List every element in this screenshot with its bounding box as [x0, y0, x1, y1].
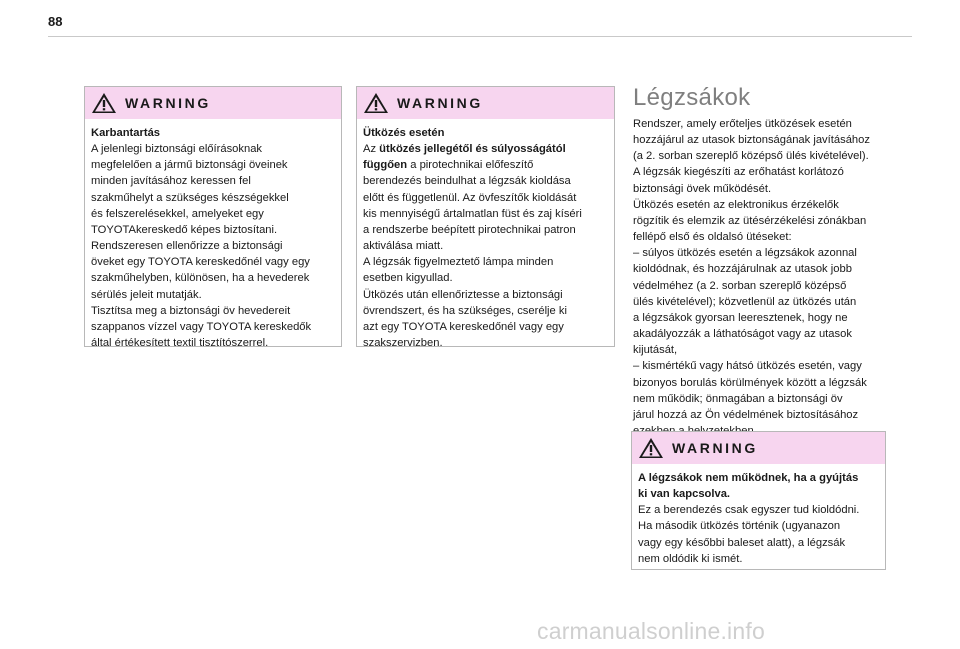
warning-heading: Ütközés esetén: [363, 127, 445, 139]
text-line: biztonsági övek működését.: [633, 182, 772, 195]
text-line: – súlyos ütközés esetén a légzsákok azonnal: [633, 247, 857, 260]
warning-body: [357, 119, 614, 351]
warning-box-maintenance: [84, 86, 342, 350]
warning-heading: A légzsákok nem működnek, ha a gyújtás: [638, 472, 859, 484]
text-line: kijutását,: [633, 344, 678, 357]
warning-body: [632, 464, 885, 567]
text-line: A jelenlegi biztonsági előírásoknak: [91, 143, 263, 156]
text-line: [363, 157, 608, 173]
text-line: a rendszerbe beépített pirotechnikai patron: [363, 223, 576, 236]
warning-title: WARNING: [125, 95, 211, 111]
warning-triangle-icon: [363, 92, 389, 114]
text-line: védelméhez (a 2. sorban szereplő középső: [633, 279, 847, 292]
text-run: Az: [363, 143, 380, 156]
text-line: övrendszert, és ha szükséges, cserélje ki: [363, 304, 567, 317]
warning-header: [357, 87, 614, 119]
text-line: kioldódnak, és hozzájárulnak az utasok jobb: [633, 263, 852, 276]
section-body: [633, 116, 903, 439]
text-line: öveket egy TOYOTA kereskedőnél vagy egy: [91, 256, 310, 269]
text-line: bizonyos borulás körülmények között a légzsák: [633, 376, 867, 389]
text-line: nem működik; önmagában a biztonsági öv: [633, 392, 843, 405]
text-line: által értékesített textil tisztítószerrel.: [91, 337, 269, 350]
text-line: – kismértékű vagy hátsó ütközés esetén, vagy: [633, 360, 862, 373]
text-line: kis mennyiségű ártalmatlan füst és zaj kíséri: [363, 207, 582, 220]
text-line: a légzsákok gyorsan leeresztenek, hogy ne: [633, 311, 848, 324]
text-line: [363, 141, 608, 157]
text-line: azt egy TOYOTA kereskedőnél vagy egy: [363, 320, 564, 333]
text-line: esetben kigyullad.: [363, 272, 453, 285]
watermark: carmanualsonline.info: [537, 618, 765, 644]
text-line: (a 2. sorban szereplő középső ülés kivételével).: [633, 150, 869, 163]
text-line: sérülés jeleit mutatják.: [91, 288, 202, 301]
text-line: TOYOTAkereskedő képes biztosítani.: [91, 223, 278, 236]
text-line: ülés kivételével); közvetlenül az ütközés után: [633, 295, 857, 308]
text-line: rögzítik és elemzik az ütésérzékelési zónákban: [633, 214, 867, 227]
text-line: Tisztítsa meg a biztonsági öv hevedereit: [91, 304, 291, 317]
text-line: akadályozzák a láthatóságot vagy az utasok: [633, 328, 852, 341]
warning-heading: ki van kapcsolva.: [638, 488, 731, 501]
warning-title: WARNING: [397, 95, 483, 111]
header-rule: [48, 36, 912, 37]
text-line: aktiválása miatt.: [363, 240, 444, 253]
text-line: szakszervizben.: [363, 337, 443, 350]
text-line: megfelelően a jármű biztonsági öveinek: [91, 159, 288, 172]
section-title: Légzsákok: [633, 84, 751, 111]
text-line: minden javításához keressen fel: [91, 175, 251, 188]
text-line: és felszerelésekkel, amelyeket egy: [91, 207, 264, 220]
warning-header: [85, 87, 341, 119]
warning-heading: Karbantartás: [91, 127, 161, 139]
warning-box-airbag-ignition: [631, 431, 886, 570]
text-line: A légzsák figyelmeztető lámpa minden: [363, 256, 554, 269]
text-line: előtt és függetlenül. Az övfeszítők kioldását: [363, 191, 577, 204]
emphasis-text: függően: [363, 159, 408, 172]
text-line: járul hozzá az Ön védelmének biztosításához: [633, 408, 859, 421]
text-line: szakműhelyben, különösen, ha a hevederek: [91, 272, 310, 285]
text-line: szakműhelyt a szükséges készségekkel: [91, 191, 289, 204]
emphasis-text: ütközés jellegétől és súlyosságától: [379, 143, 566, 156]
text-line: A légzsák kiegészíti az erőhatást korlátozó: [633, 166, 844, 179]
text-line: Ütközés esetén az elektronikus érzékelők: [633, 198, 839, 211]
text-line: Rendszeresen ellenőrizze a biztonsági: [91, 240, 283, 253]
warning-triangle-icon: [638, 437, 664, 459]
text-line: berendezés beindulhat a légzsák kioldása: [363, 175, 571, 188]
text-line: Rendszer, amely erőteljes ütközések esetén: [633, 118, 852, 130]
page-number: 88: [48, 14, 63, 29]
text-line: fellépő első és oldalsó ütéseket:: [633, 231, 792, 244]
text-line: nem oldódik ki ismét.: [638, 552, 743, 565]
text-line: Ha második ütközés történik (ugyanazon: [638, 520, 841, 533]
text-line: hozzájárul az utasok biztonságának javításához: [633, 134, 870, 147]
text-line: Ez a berendezés csak egyszer tud kioldódni.: [638, 504, 860, 517]
text-line: vagy egy későbbi baleset alatt), a légzsák: [638, 536, 846, 549]
text-line: Ütközés után ellenőriztesse a biztonsági: [363, 288, 563, 301]
warning-body: [85, 119, 341, 351]
warning-triangle-icon: [91, 92, 117, 114]
warning-title: WARNING: [672, 440, 758, 456]
text-line: szappanos vízzel vagy TOYOTA kereskedők: [91, 320, 312, 333]
warning-header: [632, 432, 885, 464]
warning-box-collision: [356, 86, 615, 350]
text-run: a pirotechnikai előfeszítő: [407, 159, 534, 172]
